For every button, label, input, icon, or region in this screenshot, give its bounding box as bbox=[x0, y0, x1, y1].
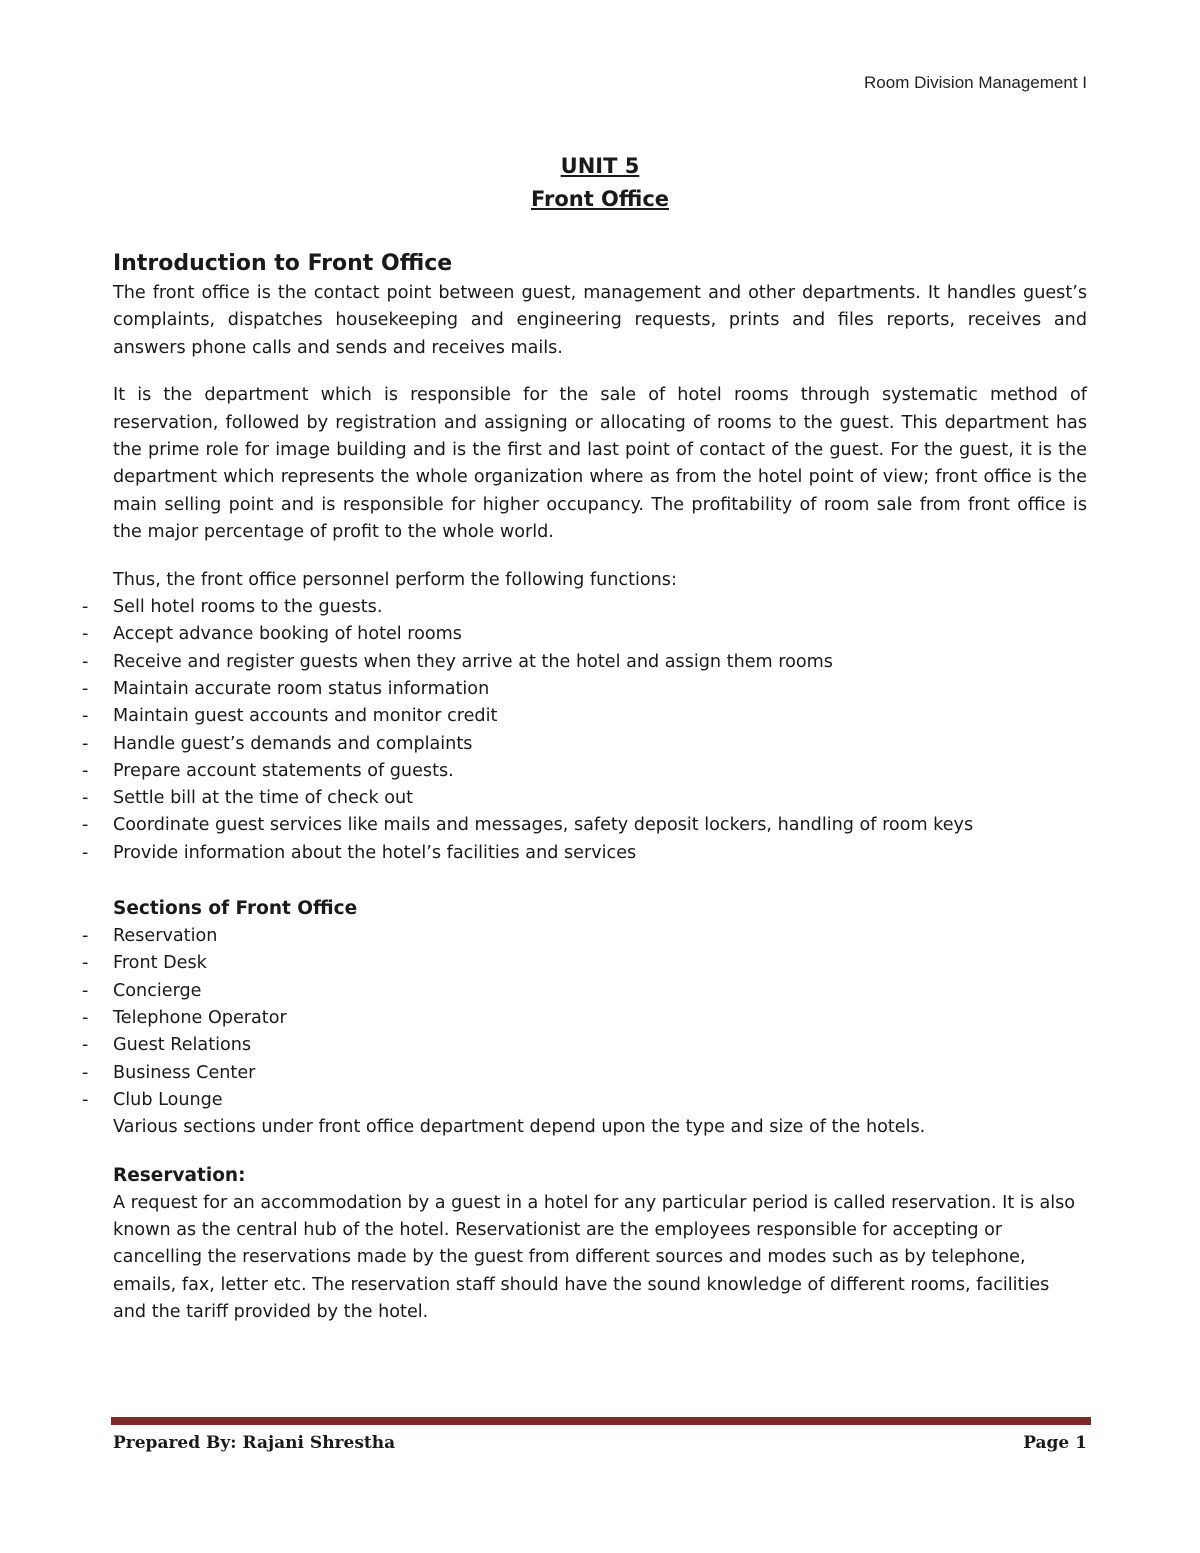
list-item: - Club Lounge bbox=[82, 1089, 223, 1110]
intro-paragraph-2: It is the department which is responsible for the sale of hotel rooms through systematic method of reservation, followed by registration and assigning or allocating of rooms to the guest. This department has the prime role for image building and is the first and last point of contact of the guest. For the guest, it is the department which represents the whole organization where as from the hotel point of view; front office is the main selling point and is responsible for higher occupancy. The profitability of room sale from front office is the major percentage of profit to the whole world. bbox=[113, 385, 1087, 543]
functions-lead: Thus, the front office personnel perform the following functions: bbox=[113, 569, 677, 590]
main-content bbox=[82, 248, 1087, 1327]
sections-note: Various sections under front office department depend upon the type and size of the hotels. bbox=[113, 1117, 926, 1138]
functions-list bbox=[82, 594, 1087, 867]
list-item: - Maintain guest accounts and monitor credit bbox=[82, 706, 498, 727]
list-item: - Telephone Operator bbox=[82, 1007, 287, 1028]
list-item: - Settle bill at the time of check out bbox=[82, 788, 414, 809]
topic-title: Front Office bbox=[530, 187, 670, 211]
list-item: - Front Desk bbox=[82, 953, 207, 974]
intro-heading: Introduction to Front Office bbox=[113, 251, 453, 276]
sections-list bbox=[82, 923, 1087, 1114]
footer-divider bbox=[111, 1417, 1091, 1425]
list-item: - Concierge bbox=[82, 980, 202, 1001]
reservation-heading: Reservation: bbox=[113, 1164, 246, 1186]
list-item: - Prepare account statements of guests. bbox=[82, 760, 454, 781]
title-block bbox=[0, 150, 1200, 216]
list-item: - Coordinate guest services like mails and messages, safety deposit lockers, handling of room keys bbox=[82, 815, 974, 836]
footer-page-number: Page 1 bbox=[1023, 1433, 1087, 1453]
list-item: - Provide information about the hotel’s facilities and services bbox=[82, 842, 637, 863]
intro-paragraph-1: The front office is the contact point between guest, management and other departments. It handles guest’s complaints, dispatches housekeeping and engineering requests, prints and files reports, receives and answers phone calls and sends and receives mails. bbox=[113, 283, 1087, 358]
footer-prepared-by: Prepared By: Rajani Shrestha bbox=[113, 1433, 396, 1453]
list-item: - Guest Relations bbox=[82, 1035, 252, 1056]
list-item: - Handle guest’s demands and complaints bbox=[82, 733, 473, 754]
list-item: - Accept advance booking of hotel rooms bbox=[82, 624, 462, 645]
list-item: - Business Center bbox=[82, 1062, 256, 1083]
list-item: - Receive and register guests when they arrive at the hotel and assign them rooms bbox=[82, 651, 833, 672]
sections-heading: Sections of Front Office bbox=[113, 898, 358, 920]
list-item: - Maintain accurate room status information bbox=[82, 678, 490, 699]
reservation-paragraph: A request for an accommodation by a guest in a hotel for any particular period is called reservation. It is also known as the central hub of the hotel. Reservationist are the employees responsible for accepting or cancelling the reservations made by the guest from different sources and modes such as by telephone, emails, fax, letter etc. The reservation staff should have the sound knowledge of different rooms, facilities and the tariff provided by the hotel. bbox=[113, 1192, 1076, 1323]
running-header: Room Division Management I bbox=[864, 73, 1087, 92]
unit-title: UNIT 5 bbox=[560, 154, 640, 178]
list-item: - Sell hotel rooms to the guests. bbox=[82, 597, 383, 618]
list-item: - Reservation bbox=[82, 926, 218, 947]
